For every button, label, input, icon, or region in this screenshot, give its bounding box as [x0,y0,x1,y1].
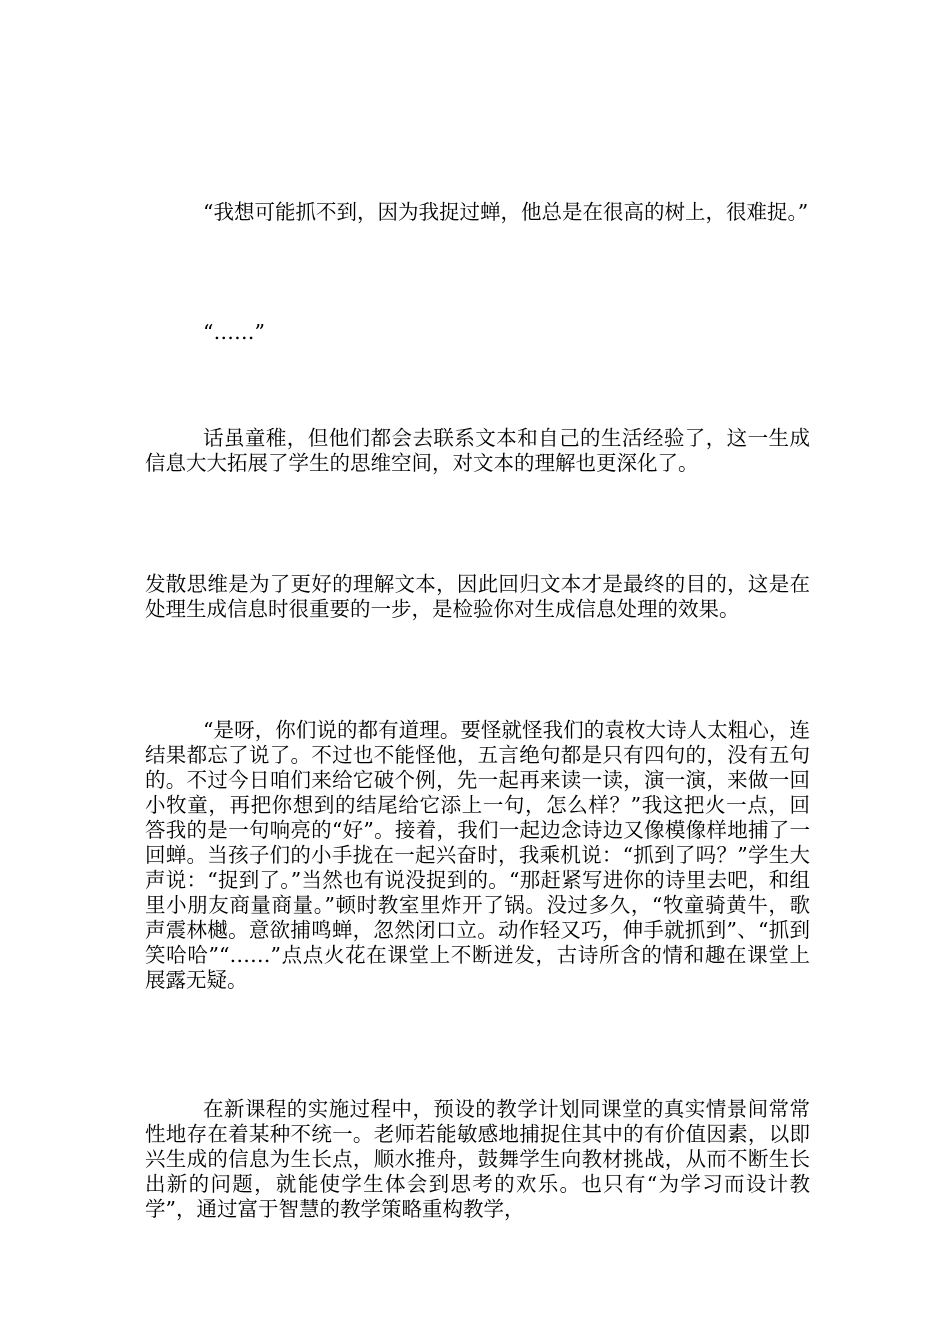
paragraph-ellipsis: “……” [203,320,265,344]
paragraph-commentary: 话虽童稚，但他们都会去联系文本和自己的生活经验了，这一生成信息大大拓展了学生的思维空间，对文本的理解也更深化了。 [145,426,810,475]
paragraph-divergent-thinking: 发散思维是为了更好的理解文本，因此回归文本才是最终的目的，这是在处理生成信息时很重要的一步，是检验你对生成信息处理的效果。 [145,572,810,621]
paragraph-student-reply: “我想可能抓不到，因为我捉过蝉，他总是在很高的树上，很难捉。” [203,200,809,224]
paragraph-classroom-story: “是呀，你们说的都有道理。要怪就怪我们的袁枚大诗人太粗心，连结果都忘了说了。不过也不能怪他，五言绝句都是只有四句的，没有五句的。不过今日咱们来给它破个例，先一起再来读一读，演一演，来做一回小牧童，再把你想到的结尾给它添上一句，怎么样？”我这把火一点，回答我的是一句响亮的“好”。接着，我们一起边念诗边又像模像样地捕了一回蝉。当孩子们的小手拢在一起兴奋时，我乘机说：“抓到了吗？”学生大声说：“捉到了。”当然也有说没捉到的。“那赶紧写进你的诗里去吧，和组里小朋友商量商量。”顿时教室里炸开了锅。没过多久，“牧童骑黄牛，歌声震林樾。意欲捕鸣蝉，忽然闭口立。动作轻又巧，伸手就抓到”、“抓到笑哈哈”“……”点点火花在课堂上不断迸发，古诗所含的情和趣在课堂上展露无疑。 [145,718,810,992]
paragraph-new-curriculum: 在新课程的实施过程中，预设的教学计划同课堂的真实情景间常常性地存在着某种不统一。老师若能敏感地捕捉住其中的有价值因素，以即兴生成的信息为生长点，顺水推舟，鼓舞学生向教材挑战，从而不断生长出新的问题，就能使学生体会到思考的欢乐。也只有“为学习而设计教学”，通过富于智慧的教学策略重构教学， [145,1097,810,1221]
